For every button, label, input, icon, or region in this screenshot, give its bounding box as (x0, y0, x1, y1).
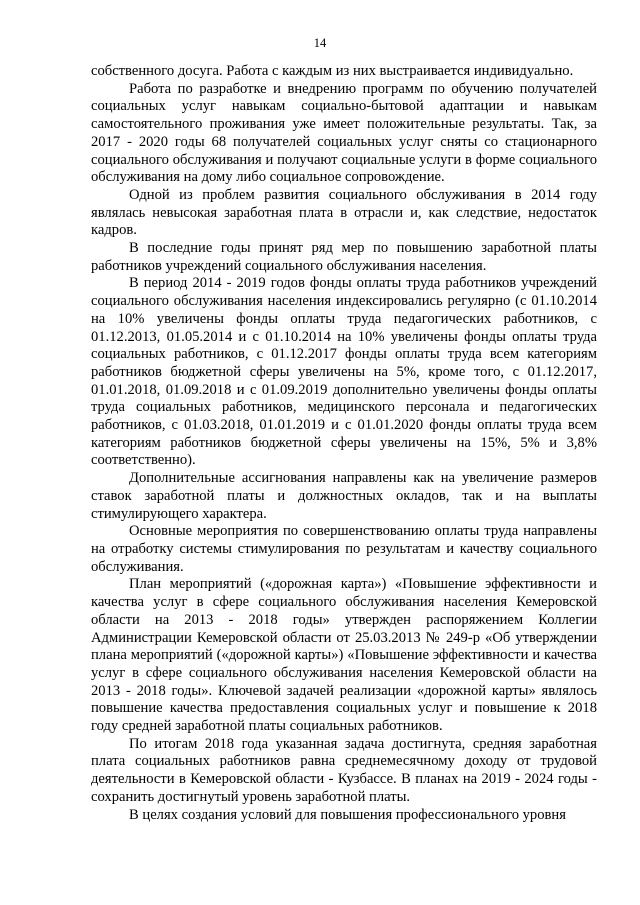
paragraph-training-programs: Работа по разработке и внедрению программ по обучению получателей социальных услуг навыкам социально-бытовой адаптации и навыкам самостоятельного проживания уже имеет положительные результаты. Так, за 2017 - 2020 годы 68 получателей социальных услуг сняты со стационарного социального обслуживания и получают социальные услуги в форме социального обслуживания на дому либо социальное сопровождение. (91, 80, 597, 186)
paragraph-road-map: План мероприятий («дорожная карта») «Повышение эффективности и качества услуг в сфере социального обслуживания населения Кемеровской области на 2013 - 2018 годы» утвержден распоряжением Коллегии Администрации Кемеровской области от 25.03.2013 № 249-р «Об утверждении плана мероприятий («дорожной карты») «Повышение эффективности и качества услуг в сфере социального обслуживания населения Кемеровской области на 2013 - 2018 годы». Ключевой задачей реализации «дорожной карты» являлось повышение качества предоставления социальных услуг и повышение к 2018 году средней заработной платы социальных работников. (91, 576, 597, 735)
paragraph-2018-results: По итогам 2018 года указанная задача достигнута, средняя заработная плата социальных работников равна среднемесячному доходу от трудовой деятельности в Кемеровской области - Кузбассе. В планах на 2019 - 2024 годы - сохранить достигнутый уровень заработной платы. (91, 735, 597, 805)
paragraph-additional-allocations: Дополнительные ассигнования направлены как на увеличение размеров ставок заработной платы и должностных окладов, так и на выплаты стимулирующего характера. (91, 470, 597, 522)
paragraph-salary-problem: Одной из проблем развития социального обслуживания в 2014 году являлась невысокая заработная плата в отрасли и, как следствие, недостаток кадров. (91, 186, 597, 239)
paragraph-salary-measures: В последние годы принят ряд мер по повышению заработной платы работников учреждений социального обслуживания населения. (91, 240, 597, 274)
page-number: 14 (313, 36, 327, 50)
document-body (91, 63, 597, 824)
paragraph-main-measures: Основные мероприятия по совершенствованию оплаты труда направлены на отработку системы стимулирования по результатам и качеству социального обслуживания. (91, 523, 597, 575)
paragraph-wage-indexation: В период 2014 - 2019 годов фонды оплаты труда работников учреждений социального обслуживания населения индексировались регулярно (с 01.10.2014 на 10% увеличены фонды оплаты труда педагогических работников, с 01.12.2013, 01.05.2014 и с 01.10.2014 на 10% увеличены фонды оплаты труда социальных работников, с 01.12.2017 фонды оплаты труда всем категориям работников бюджетной сферы увеличены на 5%, кроме того, с 01.12.2017, 01.01.2018, 01.09.2018 и с 01.09.2019 дополнительно увеличены фонды оплаты труда социальных работников, медицинского персонала и педагогических работников, с 01.03.2018, 01.01.2019 и с 01.01.2020 фонды оплаты труда всем категориям работников бюджетной сферы увеличены на 15%, 5% и 3,8% соответственно). (91, 275, 597, 469)
paragraph-professional-level: В целях создания условий для повышения профессионального уровня (129, 806, 566, 823)
paragraph-continuation: собственного досуга. Работа с каждым из них выстраивается индивидуально. (91, 63, 574, 79)
